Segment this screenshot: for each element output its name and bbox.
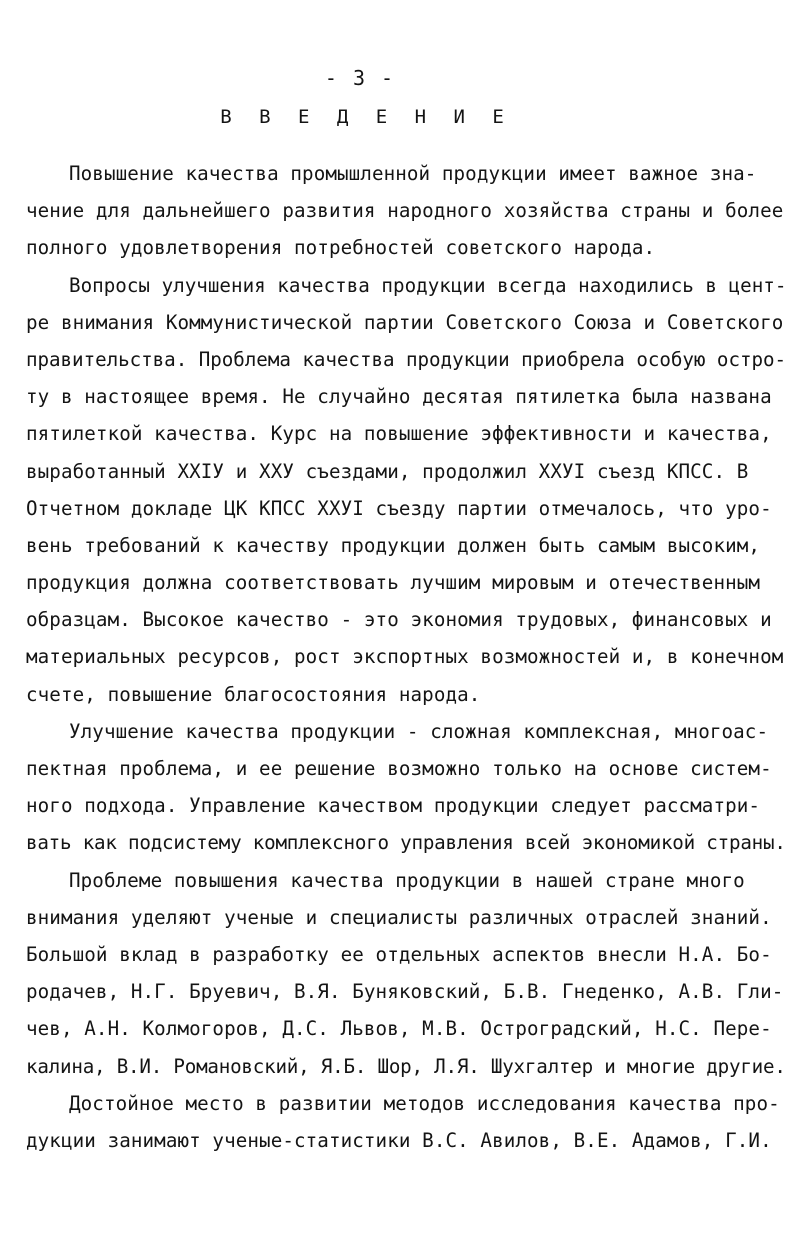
body-text (26, 155, 786, 1159)
text-line: ре внимания Коммунистической партии Советского Союза и Советского (26, 310, 784, 334)
text-line: Проблеме повышения качества продукции в нашей стране много (69, 868, 745, 892)
page-number: - 3 - (324, 66, 396, 90)
text-line: ту в настоящее время. Не случайно десятая пятилетка была названа (26, 385, 772, 409)
text-line: счете, повышение благосостояния народа. (26, 682, 481, 706)
text-line: Отчетном докладе ЦК КПСС XXУI съезду партии отмечалось, что уро- (26, 496, 772, 520)
text-line: пятилеткой качества. Курс на повышение эффективности и качества, (26, 422, 772, 446)
text-line: калина, В.И. Романовский, Я.Б. Шор, Л.Я. Шухгалтер и многие другие. (26, 1054, 786, 1078)
text-line: полного удовлетворения потребностей советского народа. (26, 236, 656, 260)
text-line: Улучшение качества продукции - сложная комплексная, многоас- (69, 719, 769, 743)
text-line: Вопросы улучшения качества продукции всегда находились в цент- (69, 273, 787, 297)
text-line: образцам. Высокое качество - это экономия трудовых, финансовых и (26, 608, 772, 632)
text-line: чев, А.Н. Колмогоров, Д.С. Львов, М.В. Остроградский, Н.С. Пере- (26, 1017, 772, 1041)
text-line: пектная проблема, и ее решение возможно только на основе систем- (26, 757, 772, 780)
text-line: вень требований к качеству продукции должен быть самым высоким, (26, 533, 761, 557)
text-line: дукции занимают ученые-статистики В.С. Авилов, В.Е. Адамов, Г.И. (26, 1128, 772, 1152)
text-line: чение для дальнейшего развития народного хозяйства страны и более (26, 199, 784, 223)
text-line: родачев, Н.Г. Бруевич, В.Я. Буняковский, Б.В. Гнеденко, А.В. Гли- (26, 980, 784, 1004)
text-line: материальных ресурсов, рост экспортных возможностей и, в конечном (26, 645, 784, 669)
text-line: выработанный XXIУ и XXУ съездами, продолжил XXУI съезд КПСС. В (26, 459, 749, 483)
text-line: Достойное место в развитии методов исследования качества про- (69, 1091, 780, 1115)
text-line: внимания уделяют ученые и специалисты различных отраслей знаний. (26, 905, 772, 929)
text-line: Большой вклад в разработку ее отдельных аспектов внесли Н.А. Бо- (26, 942, 772, 966)
text-line: продукция должна соответствовать лучшим мировым и отечественным (26, 571, 761, 595)
text-line: правительства. Проблема качества продукции приобрела особую остро- (26, 347, 787, 371)
text-line: Повышение качества промышленной продукции имеет важное зна- (69, 162, 757, 185)
text-line: ного подхода. Управление качеством продукции следует рассматри- (26, 794, 761, 818)
page-heading: В В Е Д Е Н И Е (220, 106, 512, 128)
text-line: вать как подсистему комплексного управления всей экономикой страны. (26, 831, 786, 855)
